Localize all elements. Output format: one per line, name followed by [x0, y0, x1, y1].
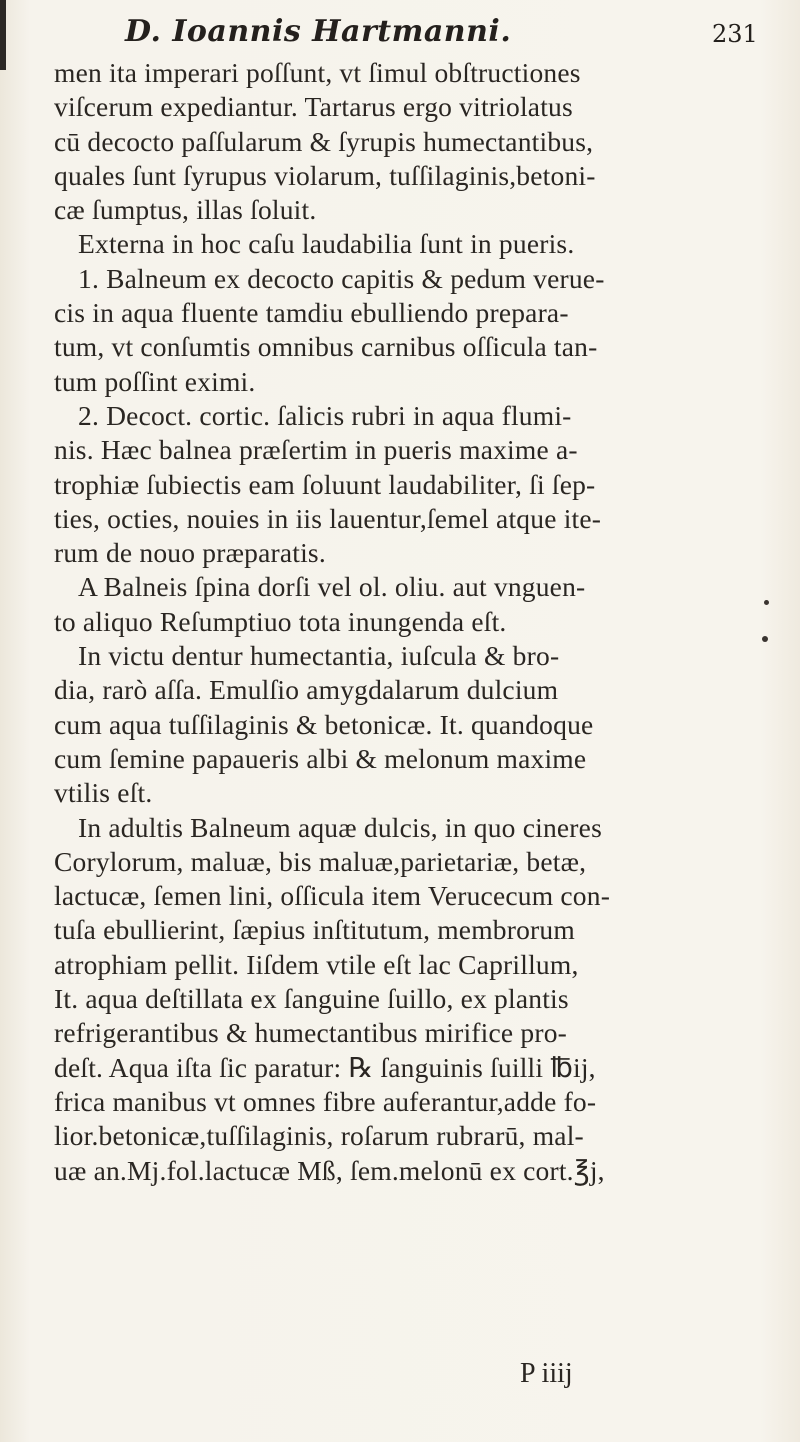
text-line: cum ſemine papaueris albi & melonum maxime [54, 742, 587, 774]
text-line: lior.betonicæ,tuſſilaginis, roſarum rubrarū, mal- [54, 1120, 584, 1152]
text-line: cis in aqua fluente tamdiu ebulliendo prepara- [54, 297, 569, 329]
text-line: quales ſunt ſyrupus violarum, tuſſilaginis,betoni- [54, 159, 596, 191]
text-line: uæ an.Mj.fol.lactucæ Mß, ſem.melonū ex cort.℥j, [54, 1154, 605, 1186]
text-line: atrophiam pellit. Iiſdem vtile eſt lac Caprillum, [54, 948, 579, 980]
text-line: It. aqua deſtillata ex ſanguine ſuillo, ex plantis [54, 983, 569, 1015]
text-line: vtilis eſt. [54, 777, 153, 809]
text-line: frica manibus vt omnes fibre auferantur,adde fo- [54, 1085, 597, 1117]
text-line: tum poſſint eximi. [54, 365, 256, 397]
ink-speck [764, 600, 769, 605]
signature-mark: P iiij [520, 1358, 573, 1389]
page-number: 231 [712, 20, 758, 48]
text-line: to aliquo Reſumptiuo tota inungenda eſt. [54, 605, 507, 637]
text-line: 1. Balneum ex decocto capitis & pedum verue- [78, 262, 605, 294]
text-line: cū decocto paſſularum & ſyrupis humectantibus, [54, 125, 594, 157]
text-line: 2. Decoct. cortic. ſalicis rubri in aqua flumi- [78, 399, 572, 431]
text-line: ties, octies, nouies in iis lauentur,ſemel atque ite- [54, 502, 602, 534]
text-line: tum, vt conſumtis omnibus carnibus oſſicula tan- [54, 331, 598, 363]
text-line: Corylorum, maluæ, bis maluæ,parietariæ, betæ, [54, 845, 587, 877]
text-line: deſt. Aqua iſta ſic paratur: ℞ ſanguinis ſuilli ℔ij, [54, 1051, 596, 1083]
text-line: lactucæ, ſemen lini, oſſicula item Verucecum con- [54, 880, 611, 912]
text-line: tuſa ebullierint, ſæpius inſtitutum, membrorum [54, 914, 575, 946]
text-line: A Balneis ſpina dorſi vel ol. oliu. aut vnguen- [78, 571, 586, 603]
text-line: men ita imperari poſſunt, vt ſimul obſtructiones [54, 57, 581, 88]
body-text [54, 56, 764, 1188]
text-line: cum aqua tuſſilaginis & betonicæ. It. quandoque [54, 708, 594, 740]
text-line: nis. Hæc balnea præſertim in pueris maxime a- [54, 434, 578, 466]
text-line: rum de nouo præparatis. [54, 537, 326, 569]
text-line: In victu dentur humectantia, iuſcula & bro- [78, 640, 560, 672]
running-head [0, 6, 800, 56]
text-line: cæ ſumptus, illas ſoluit. [54, 194, 317, 226]
text-line: refrigerantibus & humectantibus mirifice pro- [54, 1017, 567, 1049]
ink-speck [762, 636, 768, 642]
text-line: dia, rarò aſſa. Emulſio amygdalarum dulcium [54, 674, 559, 706]
text-line: Externa in hoc caſu laudabilia ſunt in pueris. [78, 228, 575, 260]
text-line: viſcerum expediantur. Tartarus ergo vitriolatus [54, 91, 573, 123]
text-line: trophiæ ſubiectis eam ſoluunt laudabiliter, ſi ſep- [54, 468, 596, 500]
text-line: In adultis Balneum aquæ dulcis, in quo cineres [78, 811, 602, 843]
running-head-title: D. Ioannis Hartmanni. [125, 14, 512, 49]
